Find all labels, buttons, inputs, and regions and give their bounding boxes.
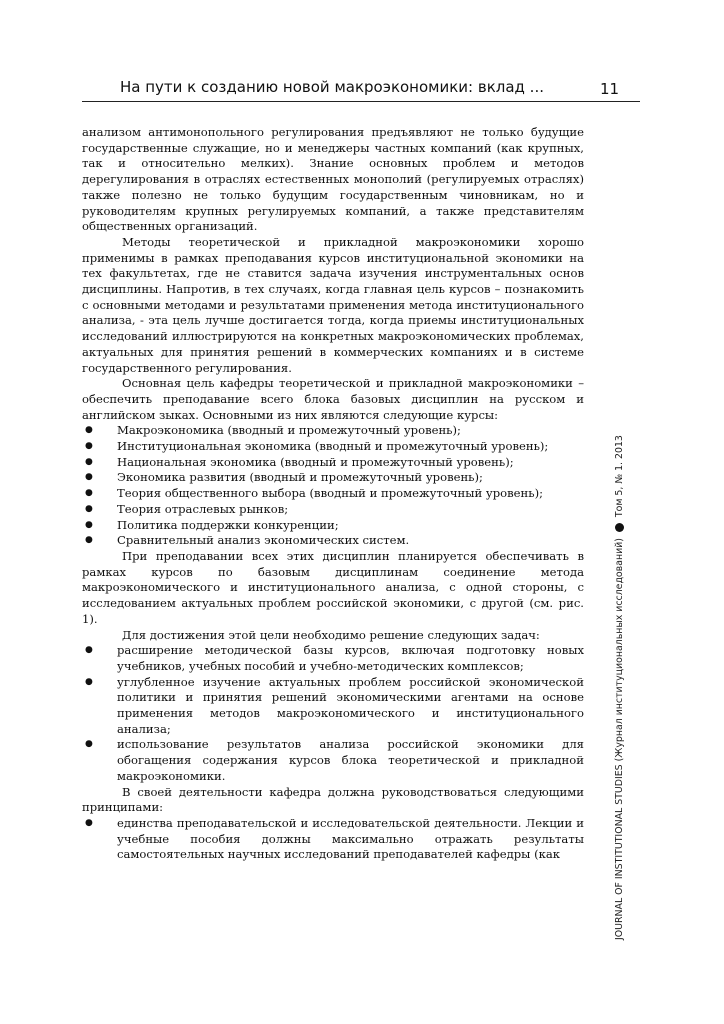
list-item: ● Теория отраслевых рынков;	[85, 501, 289, 516]
list-item: ● Институциональная экономика (вводный и промежуточный уровень);	[85, 439, 549, 454]
bullet-icon: ●	[85, 817, 93, 828]
bullet-icon: ●	[85, 441, 93, 452]
bullet-icon: ●	[85, 503, 93, 514]
bullet-icon: ●	[85, 472, 93, 483]
bullet-icon: ●	[85, 425, 93, 436]
list-item: ● Теория общественного выбора (вводный и промежуточный уровень);	[85, 486, 544, 501]
journal-side-caption	[612, 300, 626, 940]
list-item: ● Макроэкономика (вводный и промежуточный уровень);	[85, 423, 461, 438]
bullet-icon: ●	[85, 519, 93, 530]
separator-dot-icon	[615, 523, 624, 532]
paragraph: Основная цель кафедры теоретической и прикладной макроэкономики – обеспечить преподавание всего блока базовых дисциплин на русском и английском зыках. Основными из них являются следующие курсы:	[82, 376, 584, 422]
list-item: ● Национальная экономика (вводный и промежуточный уровень);	[85, 454, 514, 469]
tasks-list	[82, 643, 584, 784]
journal-issue: Том 5, № 1. 2013	[613, 435, 625, 518]
list-item: ● Экономика развития (вводный и промежуточный уровень);	[85, 470, 483, 485]
bullet-icon: ●	[85, 488, 93, 499]
list-item: ● использование результатов анализа российской экономики для обогащения содержания курсов блока теоретической и прикладной макроэкономики.	[85, 737, 584, 783]
bullet-icon: ●	[85, 739, 93, 750]
courses-list	[82, 423, 584, 549]
bullet-icon: ●	[85, 456, 93, 467]
paragraph: При преподавании всех этих дисциплин планируется обеспечивать в рамках курсов по базовым дисциплинам соединение метода макроэкономического и институционального анализа, с одной стороны, с исследованием актуальных проблем российской экономики, с другой (см. рис. 1).	[82, 548, 584, 626]
list-item: ● Политика поддержки конкуренции;	[85, 517, 339, 532]
paragraph: Для достижения этой цели необходимо решение следующих задач:	[122, 627, 540, 642]
paragraph: В своей деятельности кафедра должна руководствоваться следующими принципами:	[82, 784, 584, 815]
journal-name: JOURNAL OF INSTITUTIONAL STUDIES (Журнал институциональных исследований)	[613, 538, 625, 940]
bullet-icon: ●	[85, 676, 93, 687]
bullet-icon: ●	[85, 535, 93, 546]
article-body	[82, 125, 584, 863]
paragraph: анализом антимонопольного регулирования предъявляют не только будущие государственные служащие, но и менеджеры частных компаний (как крупных, так и относительно мелких). Знание основных проблем и методов дерегулирования в отраслях естественных монополий (регулируемых отраслях) также полезно не только будущим государственным чиновникам, но и руководителям крупных регулируемых компаний, а также представителям общественных организаций.	[82, 125, 584, 234]
header-divider	[82, 101, 640, 102]
running-header-title: На пути к созданию новой макроэкономики: вклад ...	[120, 78, 544, 96]
list-item: ● расширение методической базы курсов, включая подготовку новых учебников, учебных пособий и учебно-методических комплексов;	[85, 643, 584, 673]
page-number: 11	[600, 80, 620, 98]
paragraph: Методы теоретической и прикладной макроэкономики хорошо применимы в рамках преподавания курсов институциональной экономики на тех факультетах, где не ставится задача изучения инструментальных основ дисциплины. Напротив, в тех случаях, когда главная цель курсов – познакомить с основными методами и результатами применения метода институционального анализа, - эта цель лучше достигается тогда, когда приемы институциональных исследований иллюстрируются на конкретных макроэкономических проблемах, актуальных для принятия решений в коммерческих компаниях и в системе государственного регулирования.	[82, 234, 584, 375]
list-item: ● Сравнительный анализ экономических систем.	[85, 533, 410, 548]
principles-list	[82, 816, 584, 863]
bullet-icon: ●	[85, 645, 93, 656]
list-item: ● углубленное изучение актуальных проблем российской экономической политики и принятия решений экономическими агентами на основе применения методов макроэкономического и институционального анализа;	[85, 674, 584, 736]
list-item: ● единства преподавательской и исследовательской деятельности. Лекции и учебные пособия должны максимально отражать результаты самостоятельных научных исследований преподавателей кафедры (как	[85, 815, 584, 862]
